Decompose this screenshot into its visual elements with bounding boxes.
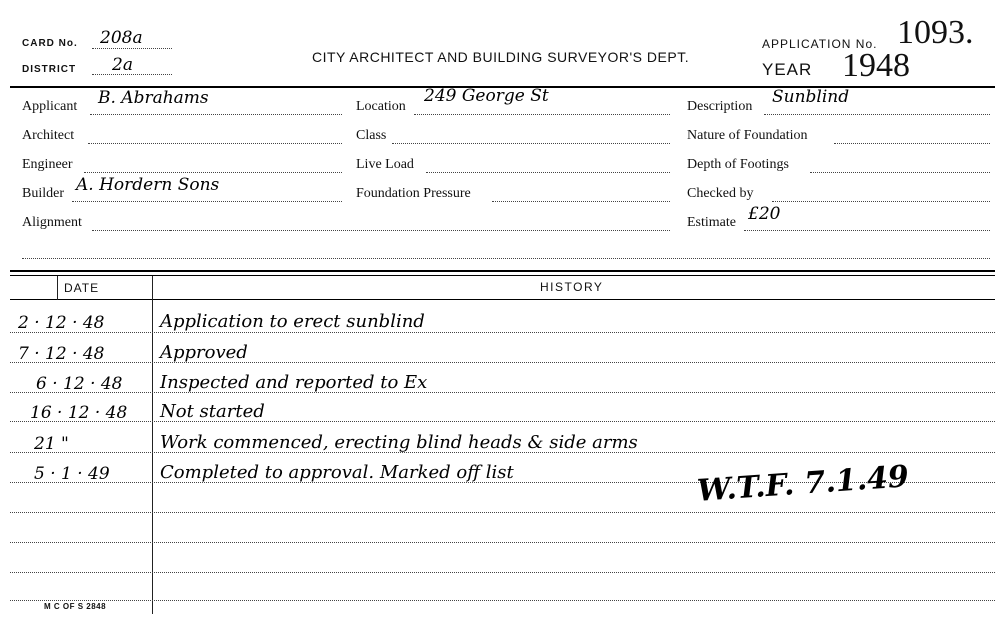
ruled-line xyxy=(10,332,995,333)
card-number-line xyxy=(92,48,172,49)
ruled-line xyxy=(10,542,995,543)
location-line xyxy=(414,114,670,115)
district-label: DISTRICT xyxy=(22,64,77,75)
applicant-value: B. Abrahams xyxy=(98,88,209,108)
history-row-date: 21 " xyxy=(34,434,69,454)
description-line xyxy=(764,114,990,115)
history-row-date: 6 · 12 · 48 xyxy=(36,374,123,394)
ruled-line xyxy=(10,512,995,513)
history-row-entry: Application to erect sunblind xyxy=(160,311,425,332)
applicant-line xyxy=(90,114,342,115)
location-value: 249 George St xyxy=(424,86,549,106)
checked-by-line xyxy=(772,201,990,202)
estimate-label: Estimate xyxy=(687,215,736,230)
foundation-pressure-label: Foundation Pressure xyxy=(356,186,471,201)
alignment-label: Alignment xyxy=(22,215,82,230)
architect-label: Architect xyxy=(22,128,75,143)
depth-of-footings-line xyxy=(810,172,990,173)
blank-line xyxy=(22,258,990,259)
application-number-value: 1093. xyxy=(897,14,974,51)
live-load-label: Live Load xyxy=(356,157,414,172)
history-row-entry: Inspected and reported to Ex xyxy=(160,372,428,393)
form-code: M C OF S 2848 xyxy=(44,602,107,611)
date-history-divider xyxy=(152,276,153,614)
ruled-line xyxy=(10,600,995,601)
description-label: Description xyxy=(687,99,753,114)
live-load-line xyxy=(426,172,670,173)
builder-line xyxy=(72,201,342,202)
history-row-entry: Completed to approval. Marked off list xyxy=(160,462,514,483)
ruled-line xyxy=(10,421,995,422)
date-column-left-divider xyxy=(57,276,58,300)
class-line xyxy=(392,143,670,144)
architect-line xyxy=(88,143,342,144)
builder-label: Builder xyxy=(22,186,64,201)
district-line xyxy=(92,74,172,75)
history-row-entry: Not started xyxy=(160,401,265,422)
history-row-entry: Approved xyxy=(160,342,248,363)
year-label: YEAR xyxy=(762,60,813,79)
nature-of-foundation-line xyxy=(834,143,990,144)
depth-of-footings-label: Depth of Footings xyxy=(687,157,789,172)
engineer-label: Engineer xyxy=(22,157,73,172)
foundation-pressure-line xyxy=(492,201,670,202)
estimate-value: £20 xyxy=(748,204,781,224)
history-top-rule xyxy=(10,270,995,272)
inspector-signature: W.T.F. 7.1.49 xyxy=(696,459,910,509)
history-header-rule xyxy=(10,299,995,300)
history-row-date: 2 · 12 · 48 xyxy=(18,313,105,333)
history-top-rule-thin xyxy=(10,275,995,276)
ruled-line xyxy=(10,392,995,393)
card-number-value: 208a xyxy=(100,28,143,48)
application-number-label: APPLICATION No. xyxy=(762,37,878,51)
district-value: 2a xyxy=(112,55,133,75)
location-label: Location xyxy=(356,99,406,114)
history-column-header: HISTORY xyxy=(540,280,604,294)
ruled-line xyxy=(10,572,995,573)
date-column-header: DATE xyxy=(64,281,100,295)
estimate-line xyxy=(744,230,990,231)
applicant-label: Applicant xyxy=(22,99,78,114)
description-value: Sunblind xyxy=(772,87,850,107)
ruled-line xyxy=(10,362,995,363)
history-row-entry: Work commenced, erecting blind heads & side arms xyxy=(160,432,638,453)
year-value: 1948 xyxy=(842,47,910,84)
engineer-line xyxy=(84,172,342,173)
history-row-date: 16 · 12 · 48 xyxy=(30,403,128,423)
builder-value: A. Hordern Sons xyxy=(76,175,220,195)
alignment-line-extension xyxy=(170,230,670,231)
checked-by-label: Checked by xyxy=(687,186,754,201)
history-row-date: 5 · 1 · 49 xyxy=(34,464,110,484)
department-title: CITY ARCHITECT AND BUILDING SURVEYOR'S DEPT. xyxy=(312,49,690,65)
card-number-label: CARD No. xyxy=(22,38,78,49)
class-label: Class xyxy=(356,128,387,143)
history-row-date: 7 · 12 · 48 xyxy=(18,344,105,364)
nature-of-foundation-label: Nature of Foundation xyxy=(687,128,808,143)
